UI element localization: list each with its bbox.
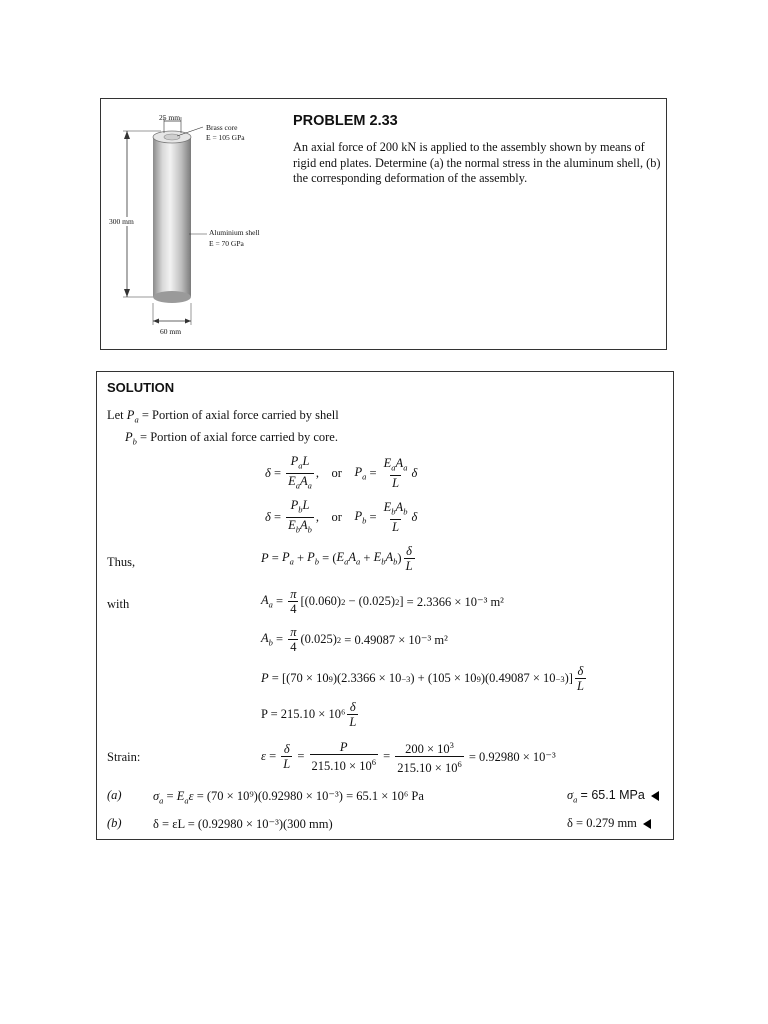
equation-force-numeric: P = [(70 × 10 9 )(2.3366 × 10 −3 ) + (105 × 10 9 )(0.49087 × 10 −3 )] $\frac{\delta}{L}$ (261, 664, 584, 693)
equation-deformation: δ = εL = (0.92980 × 10⁻³)(300 mm) (153, 817, 333, 831)
core-label: Brass core (206, 123, 238, 132)
solution-panel (96, 371, 674, 840)
dim-bottom-label: 60 mm (160, 327, 182, 336)
equation-total-force: P = $P_a$ + $P_b$ = ( $E_aA_a$ + $E_bA_b$ ) $\frac{\delta}{L}$ (261, 544, 413, 573)
with-label: with (107, 597, 130, 611)
height-label: 300 mm (109, 217, 134, 226)
answer-b: δ = 0.279 mm (567, 816, 651, 831)
answer-marker-icon (643, 819, 651, 829)
answer-a: $\sigma_a = 65.1$ MPa (567, 788, 659, 805)
let-line-shell: Let $P_a$ = Portion of axial force carried by shell (107, 408, 339, 425)
part-a-label: (a) (107, 788, 122, 802)
part-b-label: (b) (107, 816, 122, 830)
problem-panel (100, 98, 667, 350)
shell-modulus: E = 70 GPa (209, 239, 244, 248)
shell-label: Aluminium shell (209, 228, 260, 237)
dim-top-label: 25 mm (159, 113, 181, 122)
equation-area-a: $A_a$ = $\frac{\pi}{4}$ [(0.060) 2 − (0.025) 2 ] = 2.3366 × 10⁻³ m² (261, 587, 504, 616)
thus-label: Thus, (107, 555, 136, 569)
strain-label: Strain: (107, 750, 141, 764)
equation-stress: $\sigma_a = E_a\varepsilon = (70 \times 10^9)(0.92980 \times 10^{-3}) = 65.1 \times 10^6$ Pa (153, 789, 424, 806)
equation-strain: ε = $\frac{\delta}{L}$ = $\frac{P}{215.10 \times 10^6}$ = $\frac{200 \times 10^3}{215.10 \times 10^6}$ = 0.92980 × 10⁻³ (261, 740, 556, 776)
solution-title: SOLUTION (107, 380, 175, 395)
problem-statement: An axial force of 200 kN is applied to the assembly shown by means of rigid end plates. Determine (a) the normal stress in the aluminum shell, (b) the corresponding deformation of the assembly. (293, 140, 661, 185)
equation-area-b: $A_b$ = $\frac{\pi}{4}$ (0.025) 2 = 0.49087 × 10⁻³ m² (261, 625, 448, 654)
problem-title: PROBLEM 2.33 (293, 113, 398, 129)
core-modulus: E = 105 GPa (206, 133, 245, 142)
equation-delta-b: δ = $\frac{P_bL}{E_bA_b}$ , or $P_b$ = $\frac{E_bA_b}{L}$ δ (265, 498, 418, 534)
equation-force-result: P = 215.10 × 10⁶ $\frac{\delta}{L}$ (261, 700, 357, 729)
equation-delta-a: δ = $\frac{P_aL}{E_aA_a}$ , or $P_a$ = $\frac{E_aA_a}{L}$ δ (265, 454, 418, 490)
answer-marker-icon (651, 791, 659, 801)
let-line-core: $P_b$ = Portion of axial force carried by core. (125, 430, 338, 447)
